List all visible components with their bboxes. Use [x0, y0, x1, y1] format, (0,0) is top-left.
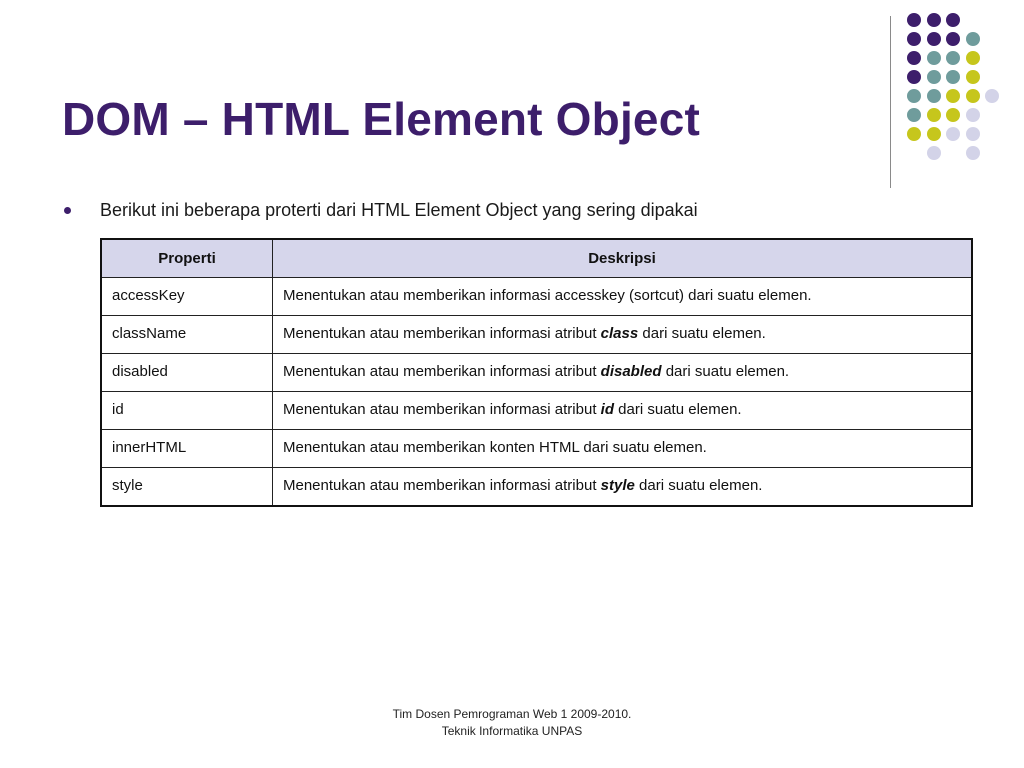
property-name-cell: accessKey [101, 278, 273, 316]
description-cell [273, 278, 973, 316]
decorative-dot [927, 51, 941, 65]
attribute-keyword: disabled [600, 363, 662, 380]
description-text: Menentukan atau memberikan informasi atribut [283, 401, 601, 418]
decorative-dot [927, 127, 941, 141]
description-text: Menentukan atau memberikan informasi accesskey (sortcut) dari suatu elemen. [283, 287, 812, 304]
description-cell [273, 392, 973, 430]
decorative-dot [907, 127, 921, 141]
table-row [101, 354, 972, 392]
decorative-dot [946, 13, 960, 27]
decorative-dot [966, 32, 980, 46]
properties-table [100, 238, 973, 507]
property-name-cell: id [101, 392, 273, 430]
table-row [101, 468, 972, 506]
slide-title: DOM – HTML Element Object [62, 93, 701, 145]
table-row [101, 392, 972, 430]
decorative-dot [927, 70, 941, 84]
bullet-item [64, 200, 698, 221]
description-cell [273, 430, 973, 468]
slide-footer [0, 706, 1024, 740]
decorative-dot-grid [907, 13, 1007, 163]
table-header-row [101, 239, 972, 278]
description-text-end: dari suatu elemen. [614, 401, 742, 418]
decorative-dot [946, 70, 960, 84]
decorative-dot [907, 13, 921, 27]
table-row [101, 278, 972, 316]
decorative-dot [927, 108, 941, 122]
description-text-end: dari suatu elemen. [638, 325, 766, 342]
table-row [101, 430, 972, 468]
decorative-dot [985, 89, 999, 103]
decorative-dot [966, 108, 980, 122]
description-text: Menentukan atau memberikan konten HTML dari suatu elemen. [283, 439, 707, 456]
decorative-dot [946, 51, 960, 65]
description-cell [273, 316, 973, 354]
decorative-dot [946, 108, 960, 122]
description-text-end: dari suatu elemen. [661, 363, 790, 380]
property-name-cell: style [101, 468, 273, 506]
table-row [101, 316, 972, 354]
description-text: Menentukan atau memberikan informasi atribut [283, 363, 601, 380]
header-properti: Properti [101, 239, 273, 278]
description-text: Menentukan atau memberikan informasi atribut [283, 325, 601, 342]
decorative-dot [946, 127, 960, 141]
bullet-icon [64, 207, 71, 214]
decorative-dot [927, 13, 941, 27]
bullet-text: Berikut ini beberapa proterti dari HTML Element Object yang sering dipakai [100, 200, 698, 220]
property-name-cell: disabled [101, 354, 273, 392]
description-text: Menentukan atau memberikan informasi atribut [283, 477, 601, 494]
footer-line-2: Teknik Informatika UNPAS [441, 724, 583, 738]
description-text-end: dari suatu elemen. [634, 477, 763, 494]
decorative-dot [966, 70, 980, 84]
header-deskripsi: Deskripsi [273, 239, 973, 278]
decorative-dot [927, 89, 941, 103]
footer-line-1: Tim Dosen Pemrograman Web 1 2009-2010. [392, 707, 632, 721]
attribute-keyword: style [600, 477, 635, 494]
property-name-cell: innerHTML [101, 430, 273, 468]
divider-line [890, 16, 891, 188]
decorative-dot [966, 89, 980, 103]
decorative-dot [907, 51, 921, 65]
decorative-dot [966, 51, 980, 65]
decorative-dot [907, 89, 921, 103]
decorative-dot [966, 146, 980, 160]
decorative-dot [907, 32, 921, 46]
decorative-dot [946, 32, 960, 46]
attribute-keyword: class [600, 325, 639, 342]
decorative-dot [946, 89, 960, 103]
decorative-dot [907, 70, 921, 84]
property-name-cell: className [101, 316, 273, 354]
description-cell [273, 354, 973, 392]
decorative-dot [907, 108, 921, 122]
decorative-dot [927, 32, 941, 46]
description-cell [273, 468, 973, 506]
decorative-dot [966, 127, 980, 141]
attribute-keyword: id [600, 401, 615, 418]
decorative-dot [927, 146, 941, 160]
